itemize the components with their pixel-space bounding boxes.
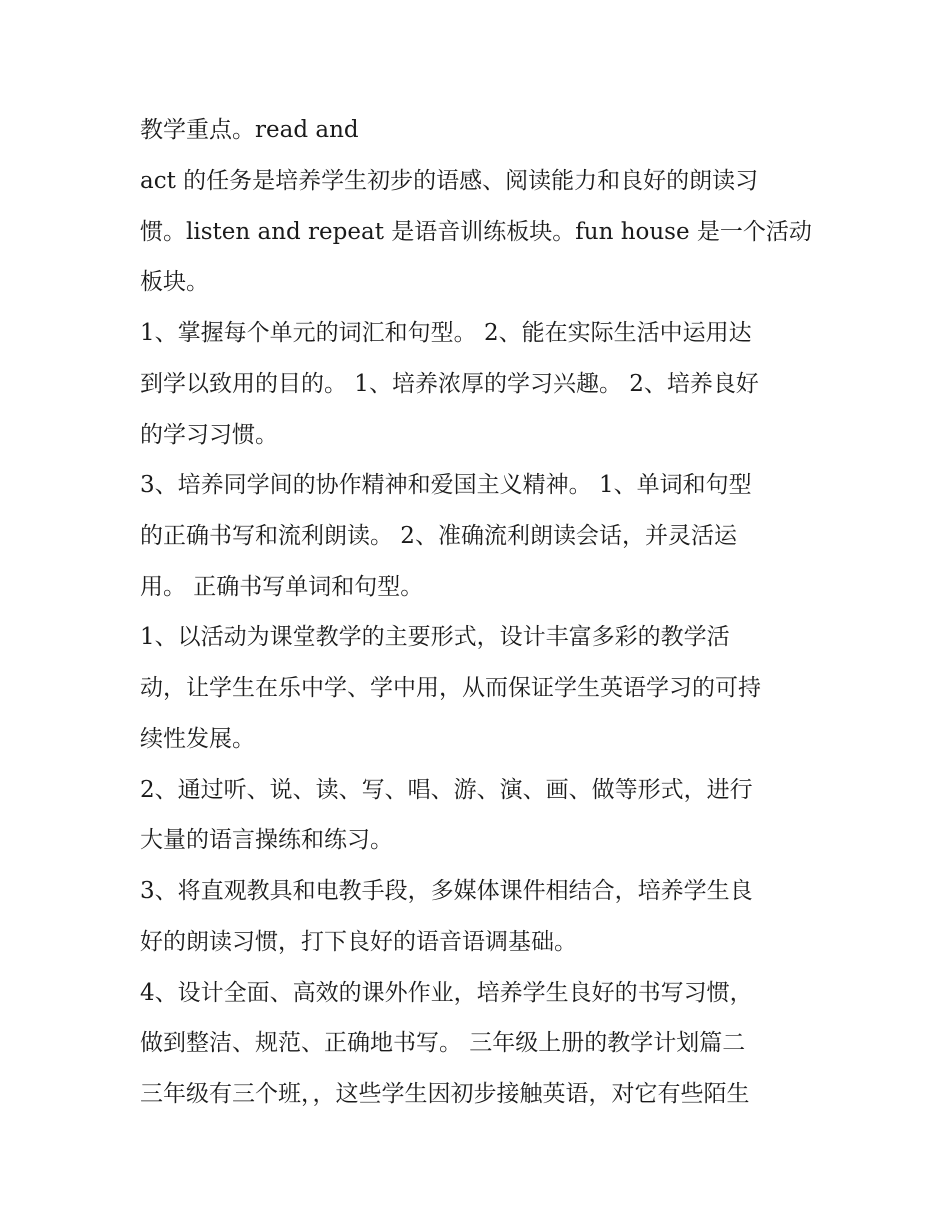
text-line: 板块。 [140,269,209,295]
text-line: 3、将直观教具和电教手段，多媒体课件相结合，培养学生良 [140,878,753,904]
text-line: act 的任务是培养学生初步的语感、阅读能力和良好的朗读习 [140,168,759,194]
text-line: 2、通过听、说、读、写、唱、游、演、画、做等形式，进行 [140,777,753,803]
text-line: 的学习习惯。 [140,422,278,448]
text-line: 4、设计全面、高效的课外作业，培养学生良好的书写习惯， [140,980,753,1006]
text-line: 的正确书写和流利朗读。 2、准确流利朗读会话，并灵活运 [140,523,737,549]
text-line: 1、掌握每个单元的词汇和句型。 2、能在实际生活中运用达 [140,320,752,346]
text-line: 做到整洁、规范、正确地书写。 三年级上册的教学计划篇二 [140,1030,746,1056]
text-line: 1、以活动为课堂教学的主要形式，设计丰富多彩的教学活 [140,624,730,650]
text-line: 大量的语言操练和练习。 [140,827,393,853]
text-line: 到学以致用的目的。 1、培养浓厚的学习兴趣。 2、培养良好 [140,371,759,397]
text-line: 惯。listen and repeat 是语音训练板块。fun house 是一个活动 [140,219,812,245]
text-line: 教学重点。read and [140,117,359,143]
text-line: 用。 正确书写单词和句型。 [140,574,424,600]
text-line: 三年级有三个班，，这些学生因初步接触英语，对它有些陌生 [140,1081,750,1107]
text-line: 续性发展。 [140,726,255,752]
text-line: 3、培养同学间的协作精神和爱国主义精神。 1、单词和句型 [140,472,752,498]
text-line: 好的朗读习惯，打下良好的语音语调基础。 [140,929,577,955]
text-line: 动，让学生在乐中学、学中用，从而保证学生英语学习的可持 [140,675,761,701]
